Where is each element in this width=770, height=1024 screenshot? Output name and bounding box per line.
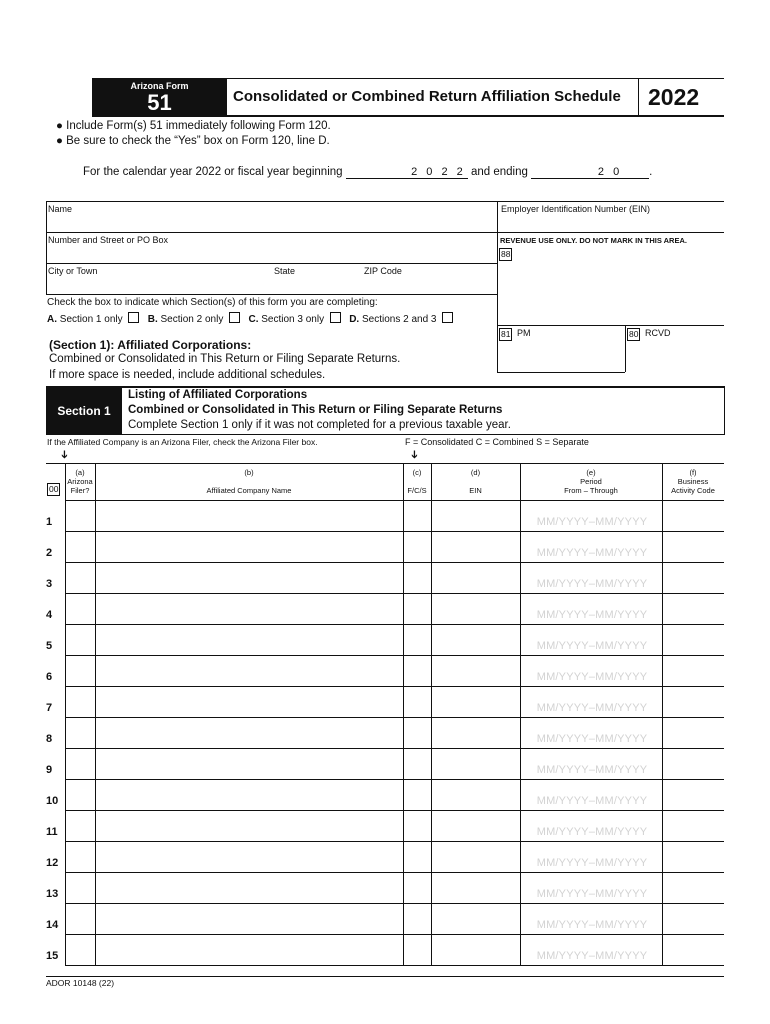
fcs-input[interactable]	[403, 563, 431, 593]
row-number: 5	[46, 640, 53, 652]
ein-input[interactable]	[431, 811, 520, 841]
footer-code: ADOR 10148 (22)	[46, 978, 115, 988]
arrow-down-icon: ➔	[58, 449, 71, 460]
form-title: Consolidated or Combined Return Affiliation Schedule	[233, 88, 621, 105]
arizona-filer-checkbox[interactable]	[65, 780, 95, 810]
row-number: 6	[46, 671, 53, 683]
ein-input[interactable]	[431, 656, 520, 686]
company-name-input[interactable]	[95, 780, 403, 810]
fiscal-end-value: 2 0	[597, 166, 623, 178]
col-e-label2: From – Through	[564, 486, 618, 495]
name-field[interactable]	[47, 202, 496, 232]
fiscal-begin-field[interactable]	[346, 166, 468, 179]
fcs-input[interactable]	[403, 532, 431, 562]
col-c-header	[403, 468, 431, 495]
section-checkbox-row	[47, 312, 453, 325]
state-field[interactable]	[272, 264, 362, 294]
fcs-input[interactable]	[403, 594, 431, 624]
fcs-input[interactable]	[403, 687, 431, 717]
activity-code-input[interactable]	[662, 501, 724, 531]
activity-code-input[interactable]	[662, 625, 724, 655]
calendar-prefix: For the calendar year 2022 or fiscal year beginning	[83, 166, 343, 178]
revenue-divider	[625, 325, 626, 372]
arrow-down-icon: ➔	[408, 449, 421, 460]
activity-code-input[interactable]	[662, 904, 724, 934]
street-field[interactable]	[47, 233, 496, 263]
row-number: 2	[46, 547, 53, 559]
fcs-input[interactable]	[403, 625, 431, 655]
col-d-letter: (d)	[470, 468, 481, 477]
street-label: Number and Street or PO Box	[48, 235, 169, 245]
fcs-input[interactable]	[403, 718, 431, 748]
table-top-rule	[46, 463, 724, 464]
header-top-rule	[227, 78, 724, 79]
arizona-filer-checkbox[interactable]	[65, 811, 95, 841]
company-name-input[interactable]	[95, 749, 403, 779]
period-placeholder: MM/YYYY–MM/YYYY	[536, 826, 648, 838]
row-number: 3	[46, 578, 53, 590]
activity-code-input[interactable]	[662, 873, 724, 903]
col-a-header	[65, 468, 95, 495]
col-b-label: Affiliated Company Name	[206, 486, 292, 495]
fcs-input[interactable]	[403, 749, 431, 779]
section1-label: Section 1	[57, 404, 111, 418]
ein-input[interactable]	[431, 873, 520, 903]
section1-note: Complete Section 1 only if it was not completed for a previous taxable year.	[128, 419, 511, 431]
code-81: 81	[501, 329, 511, 339]
period-placeholder: MM/YYYY–MM/YYYY	[536, 795, 648, 807]
activity-code-input[interactable]	[662, 687, 724, 717]
arizona-filer-checkbox[interactable]	[65, 563, 95, 593]
company-name-input[interactable]	[95, 718, 403, 748]
fcs-input[interactable]	[403, 873, 431, 903]
revenue-use-label: REVENUE USE ONLY. DO NOT MARK IN THIS AREA.	[500, 236, 687, 245]
ein-input[interactable]	[431, 904, 520, 934]
col-b-header	[95, 468, 403, 495]
ein-input[interactable]	[431, 563, 520, 593]
row-number: 15	[46, 950, 59, 962]
activity-code-input[interactable]	[662, 811, 724, 841]
row-number: 12	[46, 857, 59, 869]
company-name-input[interactable]	[95, 563, 403, 593]
col-f-letter: (f)	[689, 468, 697, 477]
company-name-input[interactable]	[95, 532, 403, 562]
activity-code-input[interactable]	[662, 594, 724, 624]
revenue-rule	[497, 325, 724, 326]
checkbox-section-2-only[interactable]	[229, 312, 240, 323]
arizona-filer-checkbox[interactable]	[65, 842, 95, 872]
ein-input[interactable]	[431, 532, 520, 562]
period-placeholder: MM/YYYY–MM/YYYY	[536, 950, 648, 962]
company-name-input[interactable]	[95, 904, 403, 934]
ein-input[interactable]	[431, 935, 520, 965]
row-number: 11	[46, 826, 58, 838]
checkbox-sections-2-and-3[interactable]	[442, 312, 453, 323]
code-00: 00	[49, 484, 59, 494]
period-placeholder: MM/YYYY–MM/YYYY	[536, 671, 648, 683]
col-c-label: F/C/S	[407, 486, 427, 495]
company-name-input[interactable]	[95, 594, 403, 624]
period-placeholder: MM/YYYY–MM/YYYY	[536, 578, 648, 590]
ein-field[interactable]	[498, 202, 724, 232]
col-a-label2: Filer?	[70, 486, 90, 495]
option-a-label: Section 1 only	[59, 314, 123, 325]
arizona-filer-checkbox[interactable]	[65, 594, 95, 624]
header-bottom-rule	[92, 115, 724, 117]
checkbox-section-1-only[interactable]	[128, 312, 139, 323]
zip-label: ZIP Code	[364, 266, 402, 276]
company-name-input[interactable]	[95, 842, 403, 872]
company-name-input[interactable]	[95, 656, 403, 686]
section1-label-block	[46, 388, 122, 435]
instruction-1: ● Include Form(s) 51 immediately following Form 120.	[56, 120, 331, 132]
ein-input[interactable]	[431, 718, 520, 748]
arizona-filer-checkbox[interactable]	[65, 625, 95, 655]
col-a-letter: (a)	[75, 468, 85, 477]
arizona-filer-checkbox[interactable]	[65, 718, 95, 748]
section1-header-rule	[46, 434, 724, 435]
arizona-filer-checkbox[interactable]	[65, 501, 95, 531]
fcs-input[interactable]	[403, 811, 431, 841]
row-number: 14	[46, 919, 59, 931]
pm-label: PM	[517, 328, 531, 338]
sections-prompt: Check the box to indicate which Section(s) of this form you are completing:	[47, 297, 378, 308]
section1-title1: Listing of Affiliated Corporations	[128, 389, 308, 401]
col-d-label: EIN	[469, 486, 482, 495]
ein-input[interactable]	[431, 501, 520, 531]
instruction-2: ● Be sure to check the “Yes” box on Form 120, line D.	[56, 135, 330, 147]
company-name-input[interactable]	[95, 687, 403, 717]
option-c-label: Section 3 only	[261, 314, 325, 325]
activity-code-input[interactable]	[662, 563, 724, 593]
arizona-filer-checkbox[interactable]	[65, 749, 95, 779]
section1-title2: Combined or Consolidated in This Return or Filing Separate Returns	[128, 404, 503, 416]
company-name-input[interactable]	[95, 501, 403, 531]
row-number: 1	[46, 516, 53, 528]
option-b-label: Section 2 only	[160, 314, 224, 325]
zip-field[interactable]	[362, 264, 496, 294]
period-placeholder: MM/YYYY–MM/YYYY	[536, 702, 648, 714]
arizona-filer-checkbox[interactable]	[65, 532, 95, 562]
ein-input[interactable]	[431, 687, 520, 717]
period-placeholder: MM/YYYY–MM/YYYY	[536, 516, 648, 528]
footer-rule	[46, 976, 724, 977]
col-d-header	[431, 468, 520, 495]
ein-input[interactable]	[431, 749, 520, 779]
col-e-label1: Period	[580, 477, 602, 486]
form-number: 51	[147, 90, 172, 115]
year-divider	[638, 78, 639, 115]
fiscal-begin-value: 2 0 2 2	[411, 166, 466, 178]
form-year: 2022	[648, 84, 700, 110]
arizona-filer-checkbox[interactable]	[65, 935, 95, 965]
option-b-key: B.	[147, 314, 158, 325]
period-placeholder: MM/YYYY–MM/YYYY	[536, 857, 648, 869]
option-d-key: D.	[349, 314, 360, 325]
ein-input[interactable]	[431, 625, 520, 655]
company-name-input[interactable]	[95, 811, 403, 841]
name-label: Name	[48, 204, 73, 214]
fcs-legend: F = Consolidated C = Combined S = Separate	[405, 437, 589, 447]
company-name-input[interactable]	[95, 935, 403, 965]
city-row-rule	[46, 294, 497, 295]
section1-intro-line1: Combined or Consolidated in This Return or Filing Separate Returns.	[49, 353, 401, 365]
activity-code-input[interactable]	[662, 935, 724, 965]
col-e-header	[520, 468, 662, 495]
revenue-bottom-rule	[497, 372, 625, 373]
activity-code-input[interactable]	[662, 656, 724, 686]
company-name-input[interactable]	[95, 625, 403, 655]
activity-code-input[interactable]	[662, 842, 724, 872]
col-a-label1: Arizona	[67, 477, 93, 486]
activity-code-input[interactable]	[662, 718, 724, 748]
ein-label: Employer Identification Number (EIN)	[501, 204, 651, 214]
row-number: 13	[46, 888, 59, 900]
code-88: 88	[501, 249, 511, 259]
col-c-letter: (c)	[412, 468, 422, 477]
row-rule	[65, 965, 724, 966]
ein-input[interactable]	[431, 780, 520, 810]
period-placeholder: MM/YYYY–MM/YYYY	[536, 764, 648, 776]
fiscal-end-field[interactable]	[531, 166, 649, 179]
activity-code-input[interactable]	[662, 532, 724, 562]
arizona-filer-checkbox[interactable]	[65, 656, 95, 686]
fcs-input[interactable]	[403, 780, 431, 810]
arizona-filer-checkbox[interactable]	[65, 873, 95, 903]
col-e-letter: (e)	[586, 468, 596, 477]
option-c-key: C.	[248, 314, 259, 325]
ein-input[interactable]	[431, 594, 520, 624]
row-number: 4	[46, 609, 53, 621]
period-placeholder: MM/YYYY–MM/YYYY	[536, 547, 648, 559]
period-placeholder: MM/YYYY–MM/YYYY	[536, 888, 648, 900]
row-number: 8	[46, 733, 53, 745]
calendar-middle: and ending	[470, 166, 528, 178]
form-number-block	[92, 78, 227, 115]
city-label: City or Town	[48, 266, 98, 276]
code-80: 80	[629, 329, 639, 339]
row-number: 10	[46, 795, 59, 807]
option-a-key: A.	[47, 314, 57, 325]
arizona-filer-checkbox[interactable]	[65, 904, 95, 934]
row-number: 9	[46, 764, 53, 776]
form-label: Arizona Form	[130, 81, 189, 91]
city-field[interactable]	[47, 264, 272, 294]
section1-intro-line2: If more space is needed, include additional schedules.	[49, 369, 326, 381]
company-name-input[interactable]	[95, 873, 403, 903]
option-d-label: Sections 2 and 3	[361, 314, 437, 325]
ein-input[interactable]	[431, 842, 520, 872]
activity-code-input[interactable]	[662, 749, 724, 779]
activity-code-input[interactable]	[662, 780, 724, 810]
col-f-label1: Business	[677, 477, 709, 486]
state-label: State	[274, 266, 296, 276]
fcs-input[interactable]	[403, 904, 431, 934]
fcs-input[interactable]	[403, 842, 431, 872]
filer-note: If the Affiliated Company is an Arizona Filer, check the Arizona Filer box.	[47, 437, 318, 447]
calendar-suffix: .	[649, 166, 653, 178]
calendar-line	[83, 166, 652, 179]
arizona-filer-checkbox[interactable]	[65, 687, 95, 717]
section1-intro-heading: (Section 1): Affiliated Corporations:	[49, 338, 252, 352]
section1-right-edge	[724, 386, 725, 435]
fcs-input[interactable]	[403, 656, 431, 686]
col-f-header	[662, 468, 724, 495]
period-placeholder: MM/YYYY–MM/YYYY	[536, 609, 648, 621]
row-number: 7	[46, 702, 53, 714]
period-placeholder: MM/YYYY–MM/YYYY	[536, 733, 648, 745]
col-f-label2: Activity Code	[671, 486, 715, 495]
fcs-input[interactable]	[403, 935, 431, 965]
period-placeholder: MM/YYYY–MM/YYYY	[536, 919, 648, 931]
col-b-letter: (b)	[244, 468, 254, 477]
fcs-input[interactable]	[403, 501, 431, 531]
rcvd-label: RCVD	[645, 328, 671, 338]
checkbox-section-3-only[interactable]	[330, 312, 341, 323]
period-placeholder: MM/YYYY–MM/YYYY	[536, 640, 648, 652]
